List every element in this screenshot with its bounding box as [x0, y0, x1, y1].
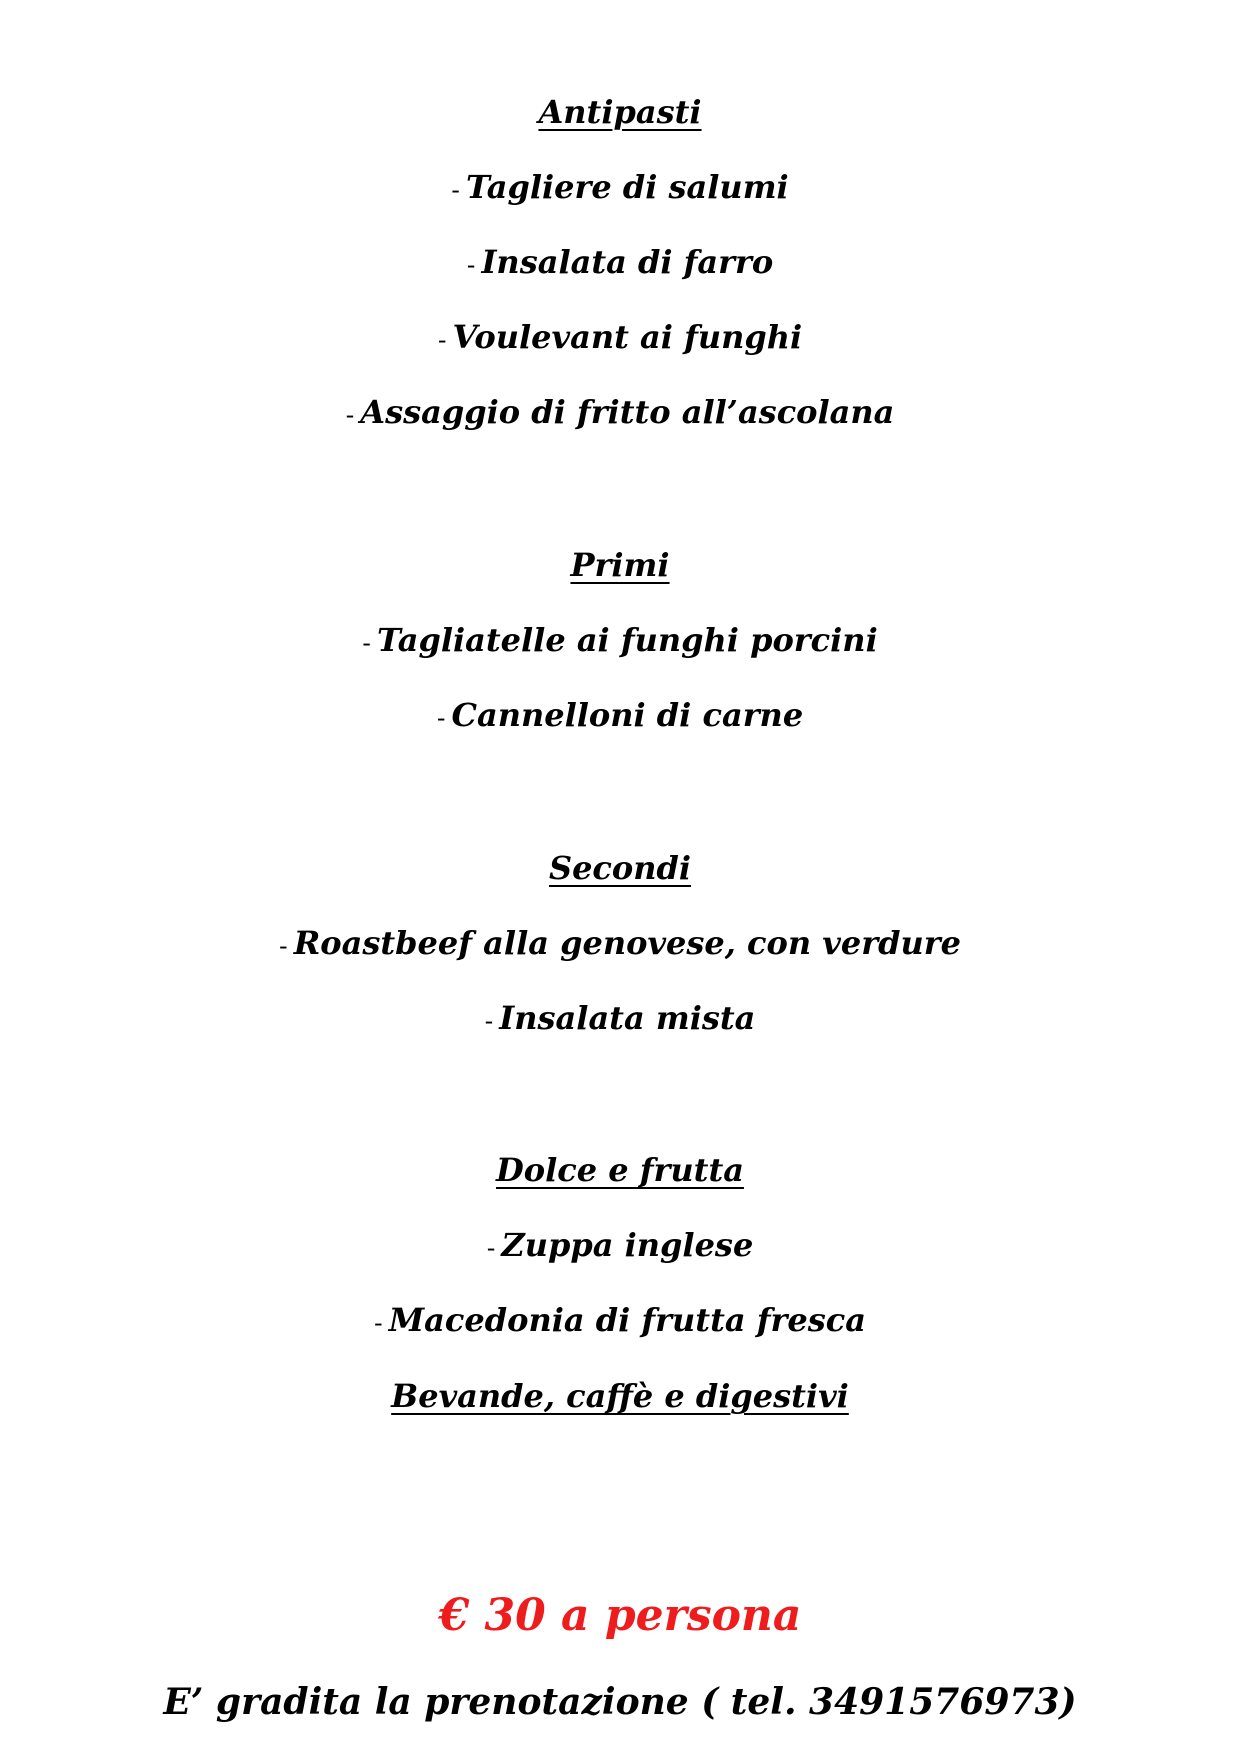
- menu-item: [0, 242, 1240, 285]
- menu-item: [0, 998, 1240, 1041]
- item-dash: -: [451, 176, 460, 204]
- menu-item: [0, 695, 1240, 738]
- section-title-dolce-e-frutta: Dolce e frutta: [496, 1151, 744, 1189]
- section-title-secondi: Secondi: [548, 849, 692, 887]
- menu-item-label: Voulevant ai funghi: [452, 318, 803, 356]
- menu-item: [0, 392, 1240, 435]
- menu-item: [0, 1300, 1240, 1343]
- reservation-note: E’ gradita la prenotazione ( tel. 3491576973): [163, 1681, 1077, 1723]
- menu-item: [0, 167, 1240, 210]
- menu-item: [0, 923, 1240, 966]
- item-dash: -: [437, 326, 447, 354]
- menu-item-label: Tagliatelle ai funghi porcini: [376, 621, 878, 659]
- item-dash: -: [279, 932, 288, 960]
- price-label: € 30 a persona: [438, 1590, 802, 1641]
- menu-item-label: Roastbeef alla genovese, con verdure: [293, 924, 961, 962]
- item-dash: -: [486, 1234, 496, 1262]
- menu-item-label: Zuppa inglese: [501, 1226, 754, 1264]
- drinks-line: Bevande, caffè e digestivi: [391, 1377, 849, 1415]
- menu-item: [0, 1225, 1240, 1268]
- section-title-primi: Primi: [570, 546, 670, 584]
- menu-item: [0, 317, 1240, 360]
- section-title-antipasti: Antipasti: [538, 93, 702, 131]
- menu-item-label: Assaggio di fritto all’ascolana: [360, 393, 895, 431]
- menu-item-label: Macedonia di frutta fresca: [388, 1301, 866, 1339]
- item-dash: -: [484, 1007, 494, 1035]
- item-dash: -: [362, 629, 371, 657]
- menu-item: [0, 620, 1240, 663]
- menu-item-label: Cannelloni di carne: [451, 696, 804, 734]
- menu-item-label: Insalata mista: [499, 999, 756, 1037]
- menu-item-label: Tagliere di salumi: [465, 168, 789, 206]
- menu-item-label: Insalata di farro: [481, 243, 774, 281]
- item-dash: -: [374, 1309, 383, 1337]
- item-dash: -: [436, 704, 446, 732]
- item-dash: -: [345, 401, 355, 429]
- item-dash: -: [466, 251, 476, 279]
